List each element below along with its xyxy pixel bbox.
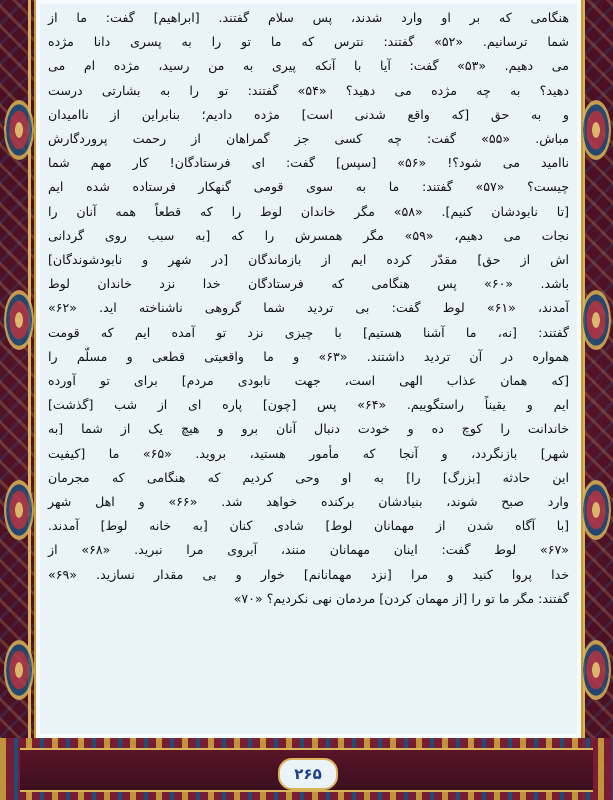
text-line: و به حق [که واقع شدنی است] مژده دادیم؛ بنابراین از ناامیدان xyxy=(48,106,569,122)
text-line: این حادثه [بزرگ] را] به او وحی کردیم که هنگامی که مجرمان xyxy=(48,469,569,485)
text-line: شما ترسانیم. «۵۲» گفتند: نترس که ما تو را به پسری دانا مژده xyxy=(48,34,569,50)
text-line: مباش. «۵۵» گفت: چه کسی جز گمراهان از رحمت پروردگارش xyxy=(48,131,569,147)
translation-text xyxy=(48,6,569,611)
page-number-cartouche xyxy=(278,758,338,790)
text-line: وارد صبح شوند، بنیادشان برکنده خواهد شد. «۶۶» و اهل شهر xyxy=(48,494,569,510)
text-line: باشد. «۶۰» پس هنگامی که فرستادگان خدا نزد خاندان لوط xyxy=(48,276,570,292)
text-line: نجات می دهیم، «۵۹» مگر همسرش را که [به سبب روی گردانی xyxy=(48,227,569,243)
text-line: ناامید می شود؟! «۵۶» [سپس] گفت: ای فرستادگان! کار مهم شما xyxy=(48,155,569,171)
text-line: گفتند: [نه، ما آشنا هستیم] با چیزی نزد تو آمده ایم که قومت xyxy=(48,324,569,340)
text-line: [با آگاه شدن از مهمانان لوط] شادی کنان [به خانه لوط] آمدند. xyxy=(48,518,569,534)
text-line: خدا پروا کنید و مرا [نزد مهمانانم] خوار و بی مقدار نسازید. «۶۹» xyxy=(48,566,569,582)
text-line: «۶۷» لوط گفت: اینان مهمانان منند، آبروی مرا نبرید. «۶۸» از xyxy=(48,542,569,558)
text-line: اش از حق] مقدّر کرده ایم از بازماندگان [در شهر و نابودشوندگان] xyxy=(48,252,569,268)
border-medallion-left-2 xyxy=(4,290,34,350)
text-panel xyxy=(34,0,583,740)
text-line: گفتند: مگر ما تو را [از مهمان کردن] مردمان نهی نکردیم؟ «۷۰» xyxy=(233,590,569,606)
text-line: آمدند، «۶۱» لوط گفت: بی تردید شما گروهی ناشناخته اید. «۶۲» xyxy=(48,300,569,316)
text-line: دهید؟ به چه مژده می دهید؟ «۵۴» گفتند: تو را به بشارتی درست xyxy=(48,82,569,98)
border-medallion-right-1 xyxy=(581,100,611,160)
border-medallion-right-4 xyxy=(581,640,611,700)
text-line: خاندانت را کوچ ده و خودت دنبال آنان برو و هیچ یک از شما [به xyxy=(48,421,569,437)
border-medallion-left-4 xyxy=(4,640,34,700)
page-number: ۲۶۵ xyxy=(294,765,322,783)
border-medallion-right-3 xyxy=(581,480,611,540)
border-medallion-right-2 xyxy=(581,290,611,350)
border-medallion-left-1 xyxy=(4,100,34,160)
text-line: هنگامی که بر او وارد شدند، پس سلام گفتند. [ابراهیم] گفت: ما از xyxy=(48,10,569,25)
text-line: همواره در آن تردید داشتند. «۶۳» و ما واقعیتی قطعی و مسلّم را xyxy=(48,348,569,364)
text-line: [تا نابودشان کنیم]. «۵۸» مگر خاندان لوط را که قطعاً همه آنان را xyxy=(48,203,569,219)
text-line: شهر] بازنگردد، و آنجا که مأمور هستید، بروید. «۶۵» ما [کیفیت xyxy=(48,445,569,461)
text-line: می دهیم. «۵۳» گفت: آیا با آنکه پیری به من رسید، مژده ام می xyxy=(48,58,569,74)
border-medallion-left-3 xyxy=(4,480,34,540)
text-line: [که همان عذاب الهی است، جهت نابودی مردم] برای تو آورده xyxy=(48,373,569,389)
text-line: ایم و یقیناً راستگوییم. «۶۴» پس [چون] پاره ای از شب [گذشت] xyxy=(48,397,569,413)
text-line: چیست؟ «۵۷» گفتند: ما به سوی قومی گنهکار فرستاده شده ایم xyxy=(48,179,569,195)
